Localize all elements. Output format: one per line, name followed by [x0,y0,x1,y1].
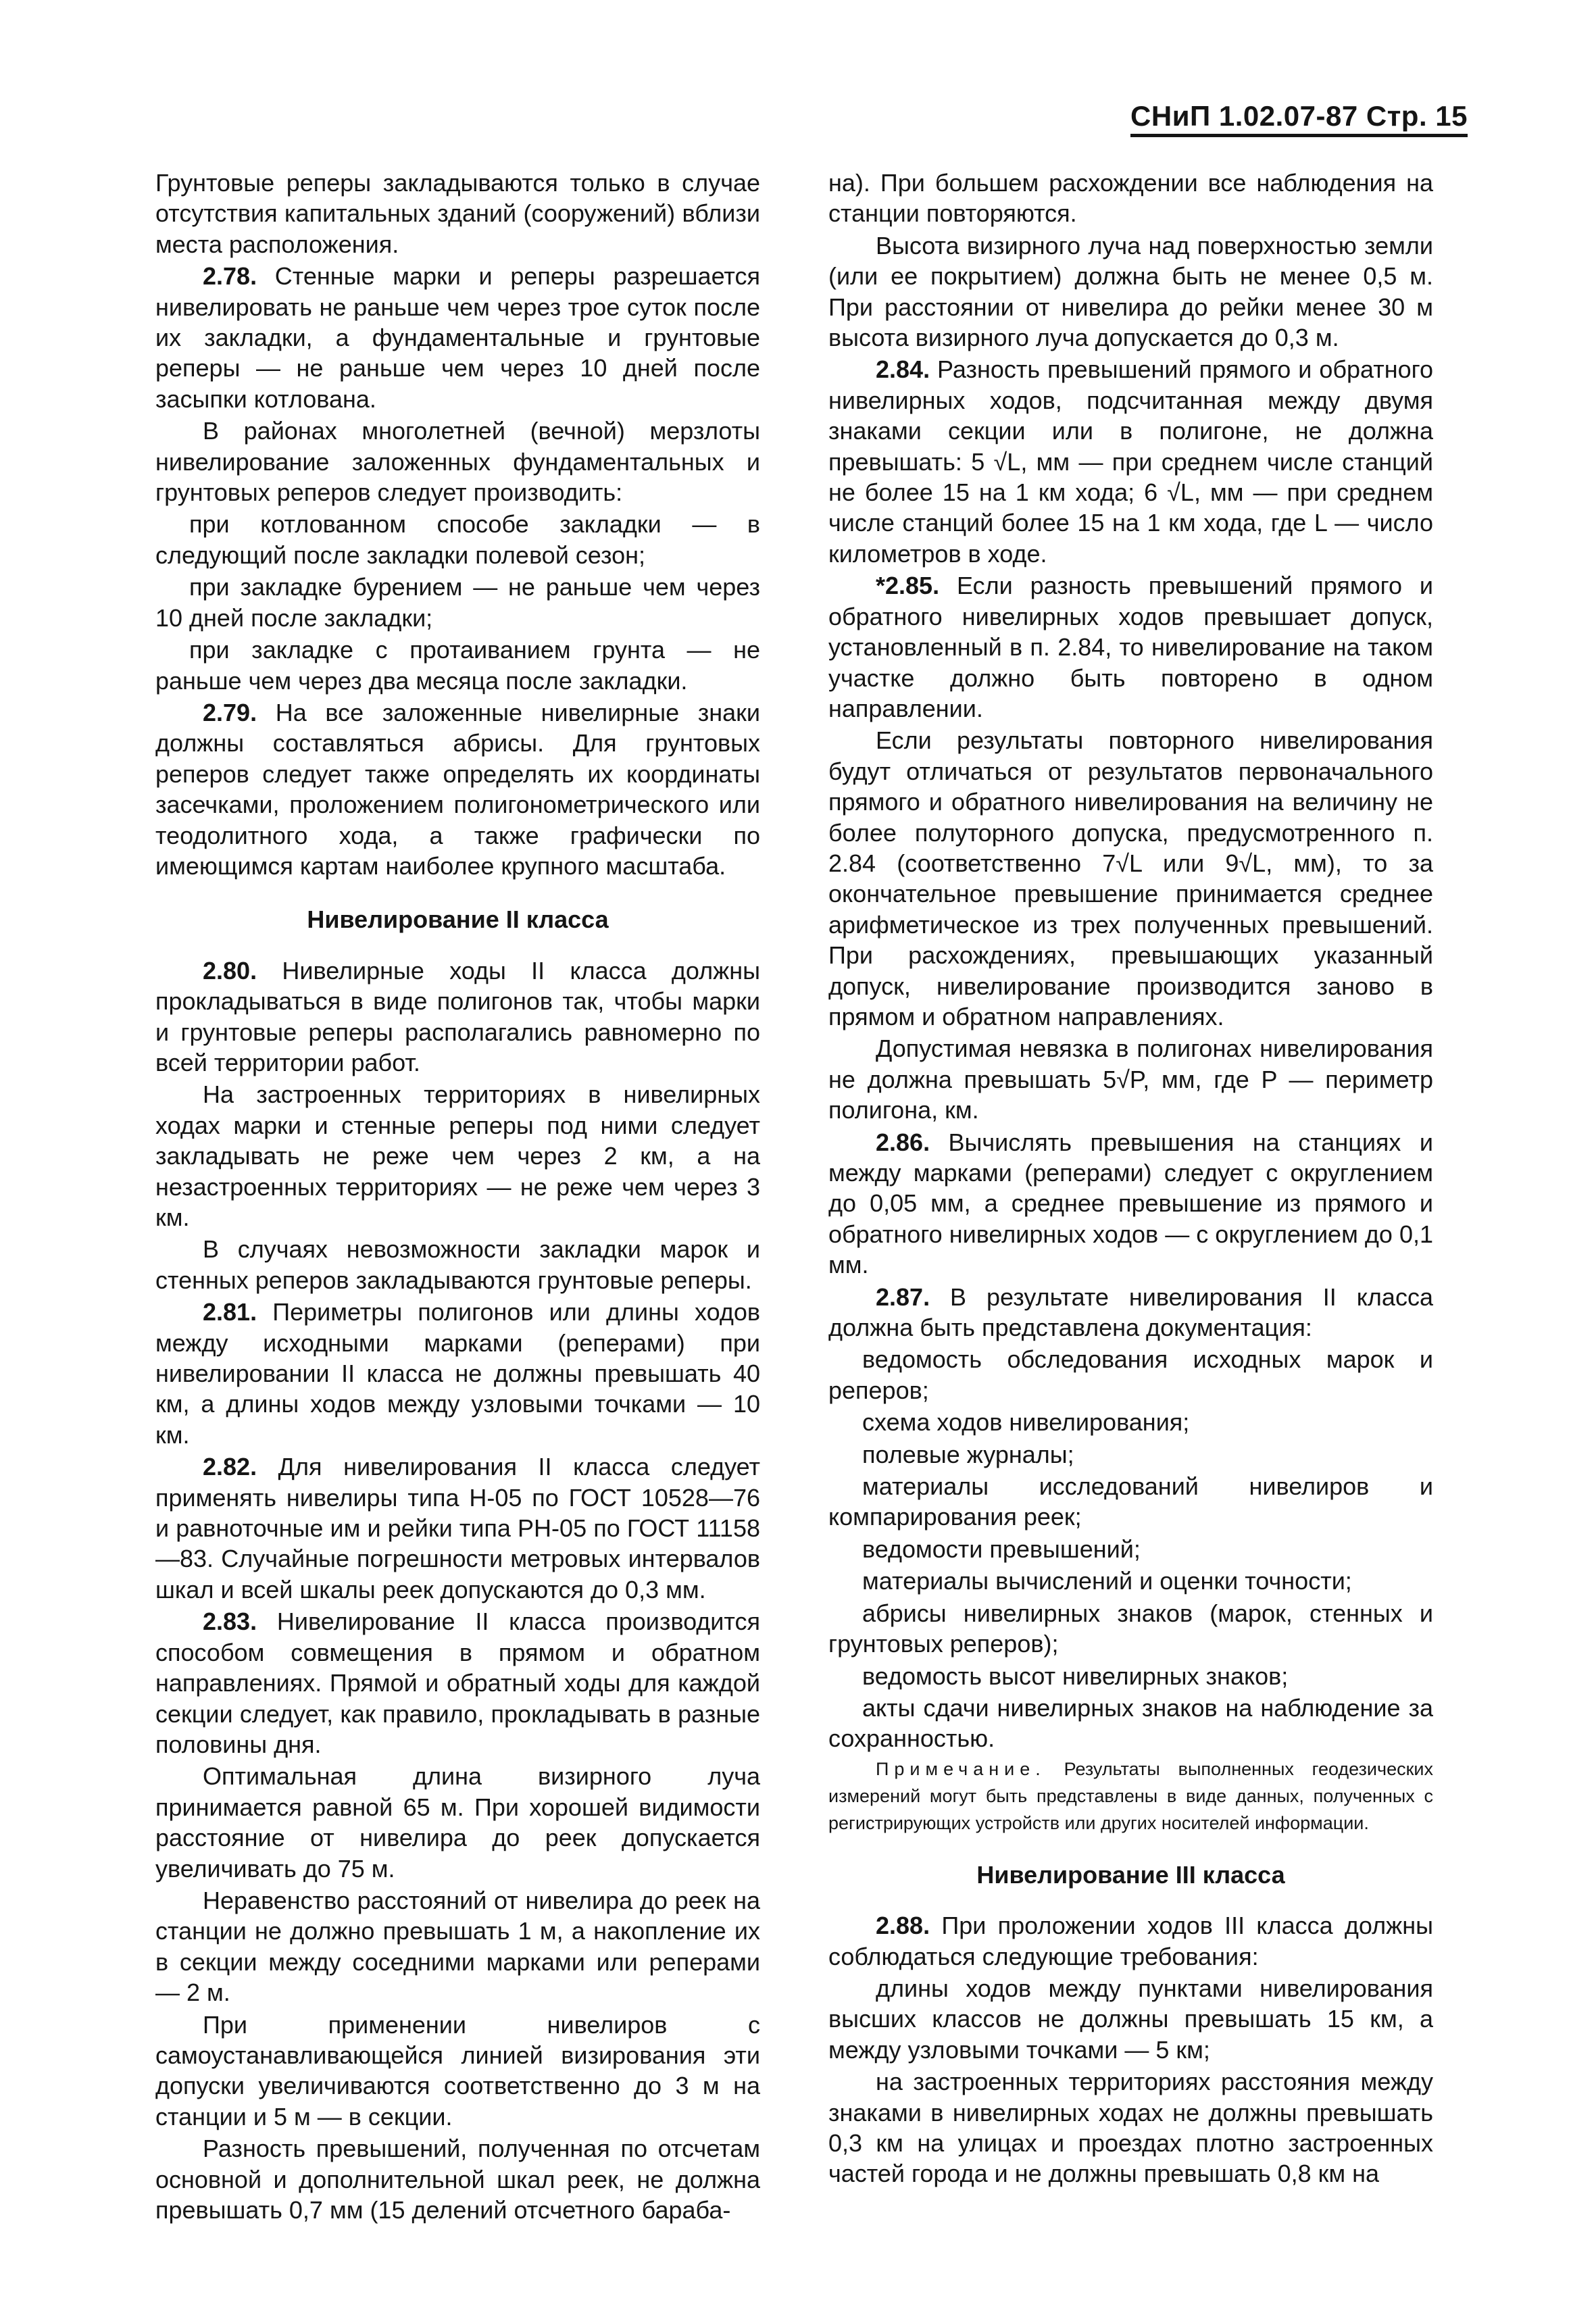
clause-number: 2.86. [876,1128,930,1156]
note-text: Результаты выполненных геодезических измерений могут быть представлены в виде данных, полученных с регистрирующих устройств или других носителей информации. [828,1758,1433,1833]
paragraph-text: Стенные марки и реперы разрешается нивелировать не раньше чем через трое суток после их закладки, а фундаментальные и грунтовые реперы — не раньше чем через 10 дней после засыпки котлована. [155,262,760,413]
paragraph-text: акты сдачи нивелирных знаков на наблюдение за сохранностью. [828,1693,1433,1753]
left-column [155,168,760,2226]
paragraph-text: На застроенных территориях в нивелирных ходах марки и стенные реперы под ними следует закладывать не реже чем через 2 км, а на незастроенных территориях — не реже чем через 3 км. [155,1080,760,1231]
clause-number: 2.84. [876,355,930,384]
paragraph [155,2010,760,2133]
paragraph-text: при закладке бурением — не раньше чем через 10 дней после закладки; [155,573,760,632]
list-item [828,1471,1433,1533]
list-item [828,1598,1433,1660]
paragraph-text: При применении нивелиров с самоустанавливающейся линией визирования эти допуски увеличиваются соответственно до 3 м на станции и 5 м — в секции. [155,2010,760,2131]
paragraph-text: В результате нивелирования II класса должна быть представлена документация: [828,1283,1433,1342]
list-item [155,572,760,633]
section-heading: Нивелирование II класса [307,905,609,934]
clause-paragraph [155,261,760,414]
paragraph [155,1761,760,1884]
clause-paragraph [828,1127,1433,1280]
clause-paragraph [155,1297,760,1450]
clause-number: 2.79. [203,698,257,726]
paragraph [155,1079,760,1233]
paragraph-text: Разность превышений прямого и обратного нивелирных ходов, подсчитанная между двумя знаками секции или в полигоне, не должна превышать: 5 √L, мм — при среднем числе станций не более 15 на 1 км хода; 6 √L, мм — при среднем числе станций более 15 на 1 км хода, где L — число километров в ходе. [828,355,1433,568]
paragraph-text: при котлованном способе закладки — в следующий после закладки полевой сезон; [155,510,760,569]
paragraph-text: полевые журналы; [862,1440,1074,1468]
paragraph [828,1033,1433,1125]
clause-paragraph [155,955,760,1078]
paragraph-text: В случаях невозможности закладки марок и стенных реперов закладываются грунтовые реперы. [155,1235,760,1294]
paragraph [155,416,760,507]
list-item [828,1693,1433,1754]
paragraph-text: при закладке с протаиванием грунта — не раньше чем через два месяца после закладки. [155,636,760,695]
clause-paragraph [828,570,1433,724]
right-column [828,168,1433,2191]
clause-paragraph [828,1282,1433,1343]
paragraph-text: Разность превышений, полученная по отсчетам основной и дополнительной шкал реек, не должна превышать 0,7 мм (15 делений отсчетного бараба- [155,2135,760,2224]
paragraph [828,230,1433,353]
paragraph-text: Для нивелирования II класса следует применять нивелиры типа Н-05 по ГОСТ 10528—76 и равноточные им и рейки типа РН-05 по ГОСТ 11158—83. Случайные погрешности метровых интервалов шкал и всей шкалы реек допускаются до 0,3 мм. [155,1453,760,1603]
clause-number: 2.78. [203,262,257,291]
paragraph-text: В районах многолетней (вечной) мерзлоты нивелирование заложенных фундаментальных и грунтовых реперов следует производить: [155,417,760,507]
list-item [155,509,760,570]
page-header: СНиП 1.02.07-87 Стр. 15 [1130,100,1468,137]
paragraph-text: Неравенство расстояний от нивелира до реек на станции не должно превышать 1 м, а накопление их в секции между соседними марками или реперами — 2 м. [155,1886,760,2007]
clause-number: 2.82. [203,1453,257,1481]
paragraph-text: материалы вычислений и оценки точности; [862,1567,1352,1595]
paragraph [828,725,1433,1032]
clause-paragraph [828,1910,1433,1972]
clause-number: 2.81. [203,1298,257,1326]
paragraph-text: ведомость обследования исходных марок и реперов; [828,1345,1433,1404]
clause-paragraph [828,354,1433,569]
paragraph-text: Оптимальная длина визирного луча принимается равной 65 м. При хорошей видимости расстояние от нивелира до реек допускается увеличивать до 75 м. [155,1762,760,1883]
paragraph-text: на застроенных территориях расстояния между знаками в нивелирных ходах не должны превышать 0,3 км на улицах и проездах плотно застроенных частей города и не должны превышать 0,8 км на [828,2068,1433,2188]
list-item [155,634,760,696]
paragraph-text: на). При большем расхождении все наблюдения на станции повторяются. [828,169,1433,228]
paragraph-text: Если результаты повторного нивелирования будут отличаться от результатов первоначального прямого и обратного нивелирования на величину не более полуторного допуска, предусмотренного п. 2.84 (соответственно 7√L или 9√L, мм), то за окончательное превышение принимается среднее арифметическое из трех полученных превышений. При расхождениях, превышающих указанный допуск, нивелирование производится заново в прямом и обратном направлениях. [828,726,1433,1030]
list-item [828,1439,1433,1470]
paragraph [155,2133,760,2225]
list-item [828,1661,1433,1691]
clause-number: 2.88. [876,1912,930,1940]
paragraph-text: Нивелирные ходы II класса должны прокладываться в виде полигонов так, чтобы марки и грунтовые реперы располагались равномерно по всей территории работ. [155,956,760,1076]
paragraph-text: Высота визирного луча над поверхностью земли (или ее покрытием) должна быть не менее 0,5 м. При расстоянии от нивелира до рейки менее 30 м высота визирного луча допускается до 0,3 м. [828,231,1433,352]
note-label: Примечание. [876,1758,1046,1779]
paragraph-text: Нивелирование II класса производится способом совмещения в прямом и обратном направлениях. Прямой и обратный ходы для каждой секции следует, как правило, прокладывать в разные половины дня. [155,1608,760,1758]
paragraph [155,1885,760,2008]
paragraph [828,1973,1433,2065]
paragraph-text: Вычислять превышения на станциях и между марками (реперами) следует с округлением до 0,05 мм, а среднее превышение из прямого и обратного нивелирных ходов — с округлением до 0,1 мм. [828,1128,1433,1279]
paragraph-text: длины ходов между пунктами нивелирования высших классов не должны превышать 15 км, а между узловыми точками — 5 км; [828,1974,1433,2064]
paragraph-text: Периметры полигонов или длины ходов между исходными марками (реперами) при нивелировании II класса не должны превышать 40 км, а длины ходов между узловыми точками — 10 км. [155,1298,760,1449]
paragraph-text: материалы исследований нивелиров и компарирования реек; [828,1472,1433,1531]
paragraph-text: ведомость высот нивелирных знаков; [862,1662,1289,1690]
list-item [828,1566,1433,1596]
paragraph [828,168,1433,229]
clause-number: 2.87. [876,1283,930,1311]
paragraph-text: Допустимая невязка в полигонах нивелирования не должна превышать 5√P, мм, где P — периметр полигона, км. [828,1035,1433,1124]
clause-number: 2.80. [203,956,257,985]
paragraph-text: При проложении ходов III класса должны соблюдаться следующие требования: [828,1912,1433,1970]
clause-paragraph [155,1606,760,1760]
list-item [828,1407,1433,1437]
section-heading: Нивелирование III класса [976,1860,1285,1889]
paragraph-text: схема ходов нивелирования; [862,1408,1190,1437]
list-item [828,1344,1433,1405]
note-paragraph [828,1756,1433,1837]
clause-paragraph [155,697,760,881]
paragraph [155,168,760,259]
clause-paragraph [155,1451,760,1605]
paragraph-text: Грунтовые реперы закладываются только в случае отсутствия капитальных зданий (сооружений) вблизи места расположения. [155,169,760,258]
paragraph [828,2066,1433,2189]
paragraph-text: ведомости превышений; [862,1535,1141,1563]
paragraph-text: Если разность превышений прямого и обратного нивелирных ходов превышает допуск, установленный в п. 2.84, то нивелирование на таком участке должно быть повторено в одном направлении. [828,572,1433,722]
paragraph-text: На все заложенные нивелирные знаки должны составляться абрисы. Для грунтовых реперов следует также определять их координаты засечками, проложением полигонометрического или теодолитного хода, а также графически по имеющимся картам наиболее крупного масштаба. [155,698,760,880]
paragraph-text: абрисы нивелирных знаков (марок, стенных и грунтовых реперов); [828,1599,1433,1658]
paragraph [155,1234,760,1295]
clause-number: 2.83. [203,1608,257,1636]
list-item [828,1534,1433,1564]
clause-number: *2.85. [876,572,940,600]
